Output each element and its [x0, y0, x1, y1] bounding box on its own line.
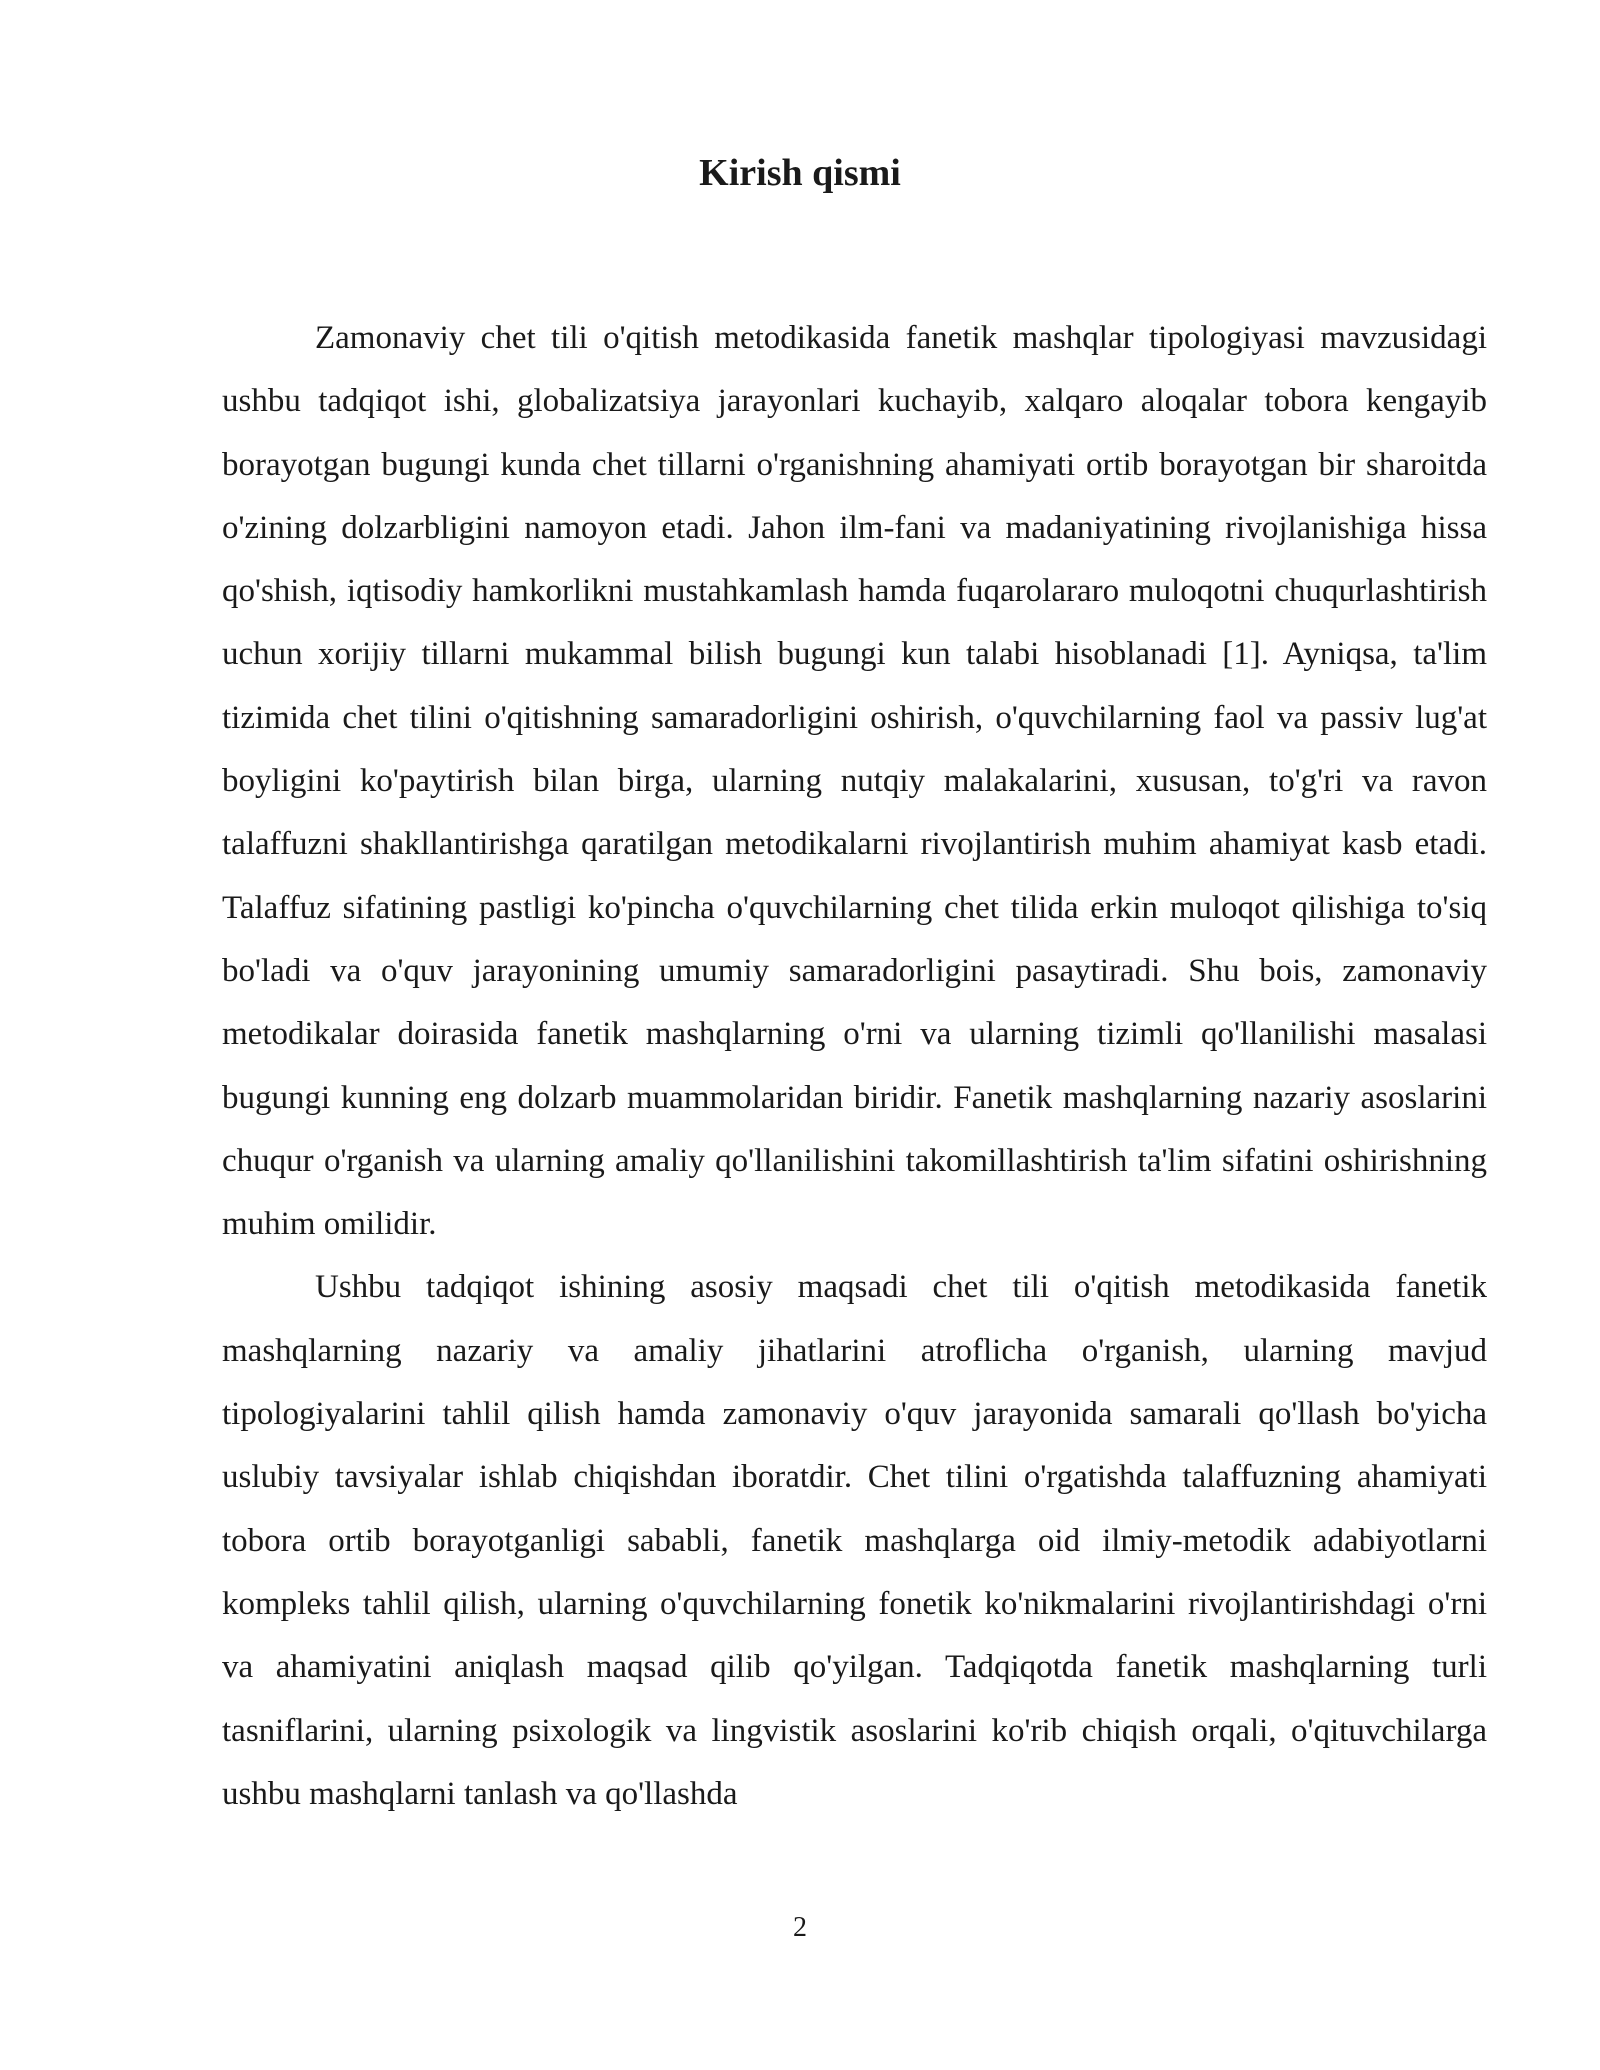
page-number: 2	[793, 1912, 807, 1943]
body-text	[222, 307, 1487, 1826]
page-title: Kirish qismi	[699, 152, 901, 194]
paragraph-research-goal: Ushbu tadqiqot ishining asosiy maqsadi chet tili o'qitish metodikasida fanetik mashqlarning nazariy va amaliy jihatlarini atroflicha o'rganish, ularning mavjud tipologiyalarini tahlil qilish hamda zamonaviy o'quv jarayonida samarali qo'llash bo'yicha uslubiy tavsiyalar ishlab chiqishdan iboratdir. Chet tilini o'rgatishda talaffuzning ahamiyati tobora ortib borayotganligi sababli, fanetik mashqlarga oid ilmiy-metodik adabiyotlarni kompleks tahlil qilish, ularning o'quvchilarning fonetik ko'nikmalarini rivojlantirishdagi o'rni va ahamiyatini aniqlash maqsad qilib qo'yilgan. Tadqiqotda fanetik mashqlarning turli tasniflarini, ularning psixologik va lingvistik asoslarini ko'rib chiqish orqali, o'qituvchilarga ushbu mashqlarni tanlash va qo'llashda	[222, 1269, 1487, 1812]
paragraph-intro-relevance: Zamonaviy chet tili o'qitish metodikasida fanetik mashqlar tipologiyasi mavzusidagi ushbu tadqiqot ishi, globalizatsiya jarayonlari kuchayib, xalqaro aloqalar tobora kengayib borayotgan bugungi kunda chet tillarni o'rganishning ahamiyati ortib borayotgan bir sharoitda o'zining dolzarbligini namoyon etadi. Jahon ilm-fani va madaniyatining rivojlanishiga hissa qo'shish, iqtisodiy hamkorlikni mustahkamlash hamda fuqarolararo muloqotni chuqurlashtirish uchun xorijiy tillarni mukammal bilish bugungi kun talabi hisoblanadi [1]. Ayniqsa, ta'lim tizimida chet tilini o'qitishning samaradorligini oshirish, o'quvchilarning faol va passiv lug'at boyligini ko'paytirish bilan birga, ularning nutqiy malakalarini, xususan, to'g'ri va ravon talaffuzni shakllantirishga qaratilgan metodikalarni rivojlantirish muhim ahamiyat kasb etadi. Talaffuz sifatining pastligi ko'pincha o'quvchilarning chet tilida erkin muloqot qilishiga to'siq bo'ladi va o'quv jarayonining umumiy samaradorligini pasaytiradi. Shu bois, zamonaviy metodikalar doirasida fanetik mashqlarning o'rni va ularning tizimli qo'llanilishi masalasi bugungi kunning eng dolzarb muammolaridan biridir. Fanetik mashqlarning nazariy asoslarini chuqur o'rganish va ularning amaliy qo'llanilishini takomillashtirish ta'lim sifatini oshirishning muhim omilidir.	[222, 320, 1487, 1243]
